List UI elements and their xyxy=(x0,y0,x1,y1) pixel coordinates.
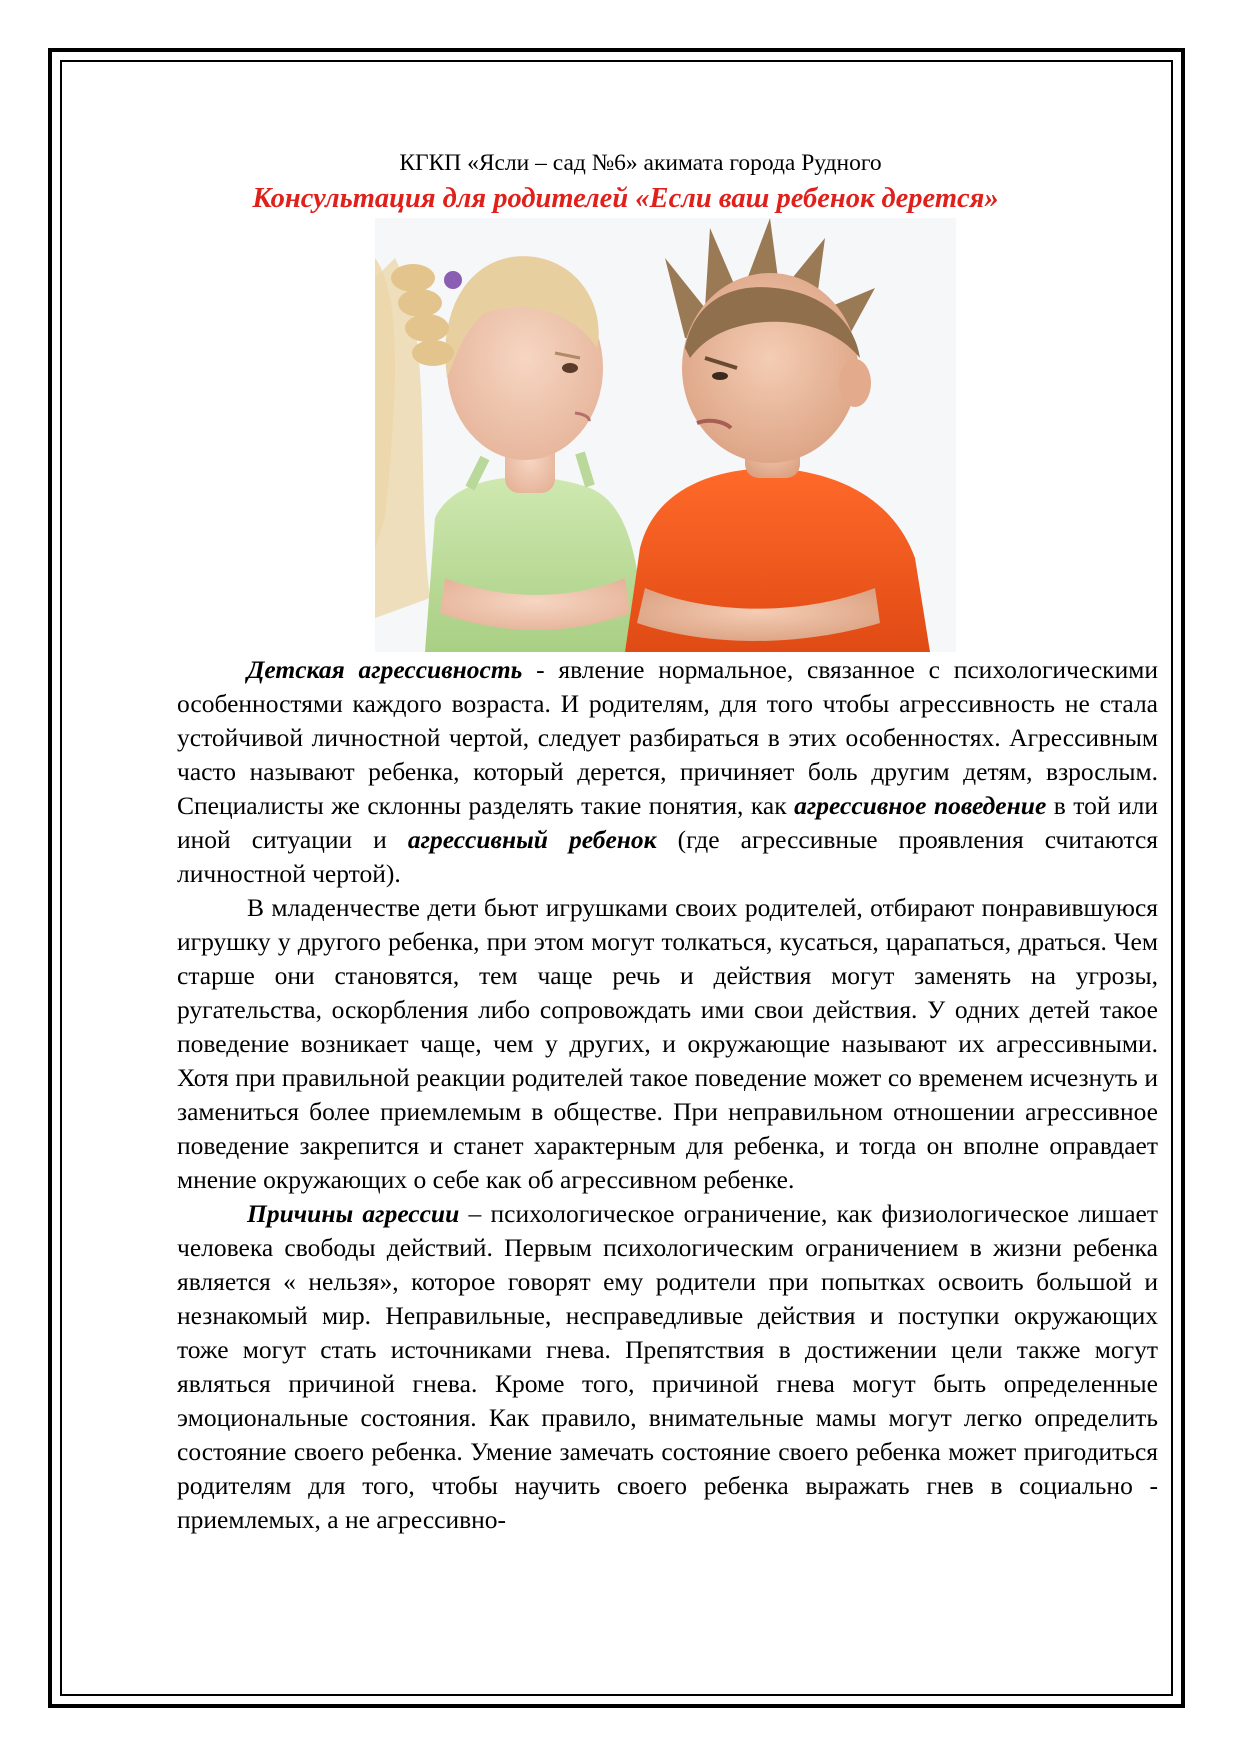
paragraph-infancy: В младенчестве дети бьют игрушками своих родителей, отбирают понравившуюся игрушку у другого ребенка, при этом могут толкаться, кусаться, царапаться, драться. Чем старше они становятся, тем чаще речь и действия могут заменять на угрозы, ругательства, оскорбления либо сопровождать ими свои действия. У одних детей такое поведение возникает чаще, чем у других, и окружающие называют их агрессивными. Хотя при правильной реакции родителей такое поведение может со временем исчезнуть и замениться более приемлемым в обществе. При неправильном отношении агрессивное поведение закрепится и станет характерным для ребенка, и тогда он вполне оправдает мнение окружающих о себе как об агрессивном ребенке. xyxy=(177,893,1158,1194)
term-aggressive-child: агрессивный ребенок xyxy=(407,825,657,854)
paragraph-aggression xyxy=(177,653,1158,891)
term-causes-of-aggression: Причины агрессии xyxy=(247,1199,460,1228)
children-photo xyxy=(375,218,956,652)
paragraph-text: в той или иной ситуации и xyxy=(177,791,1159,854)
organization-line: КГКП «Ясли – сад №6» акимата города Рудного xyxy=(399,150,882,176)
term-child-aggression: Детская агрессивность xyxy=(247,655,523,684)
term-aggressive-behavior: агрессивное поведение xyxy=(794,791,1047,820)
paragraph-causes xyxy=(177,1197,1158,1537)
paragraph-text: – психологическое ограничение, как физиологическое лишает человека свободы действий. Первым психологическим ограничением в жизни ребенка является « нельзя», которое говорят ему родители при попытках освоить большой и незнакомый мир. Неправильные, несправедливые действия и поступки окружающих тоже могут стать источниками гнева. Препятствия в достижении цели также могут являться причиной гнева. Кроме того, причиной гнева могут быть определенные эмоциональные состояния. Как правило, внимательные мамы могут легко определить состояние своего ребенка. Умение замечать состояние своего ребенка может пригодиться родителям для того, чтобы научить своего ребенка выражать гнев в социально - приемлемых, а не агрессивно- xyxy=(177,1199,1158,1534)
article-body xyxy=(177,653,1158,1537)
page-title: Консультация для родителей «Если ваш ребенок дерется» xyxy=(252,183,999,214)
children-illustration xyxy=(375,218,956,652)
paragraph-text: - явление нормальное, связанное с психологическими особенностями каждого возраста. И родителям, для того чтобы агрессивность не стала устойчивой личностной чертой, следует разбираться в этих особенностях. Агрессивным часто называют ребенка, который дерется, причиняет боль другим детям, взрослым. Специалисты же склонны разделять такие понятия, как xyxy=(177,655,1158,820)
paragraph-text: (где агрессивные проявления считаются личностной чертой). xyxy=(177,825,1158,888)
